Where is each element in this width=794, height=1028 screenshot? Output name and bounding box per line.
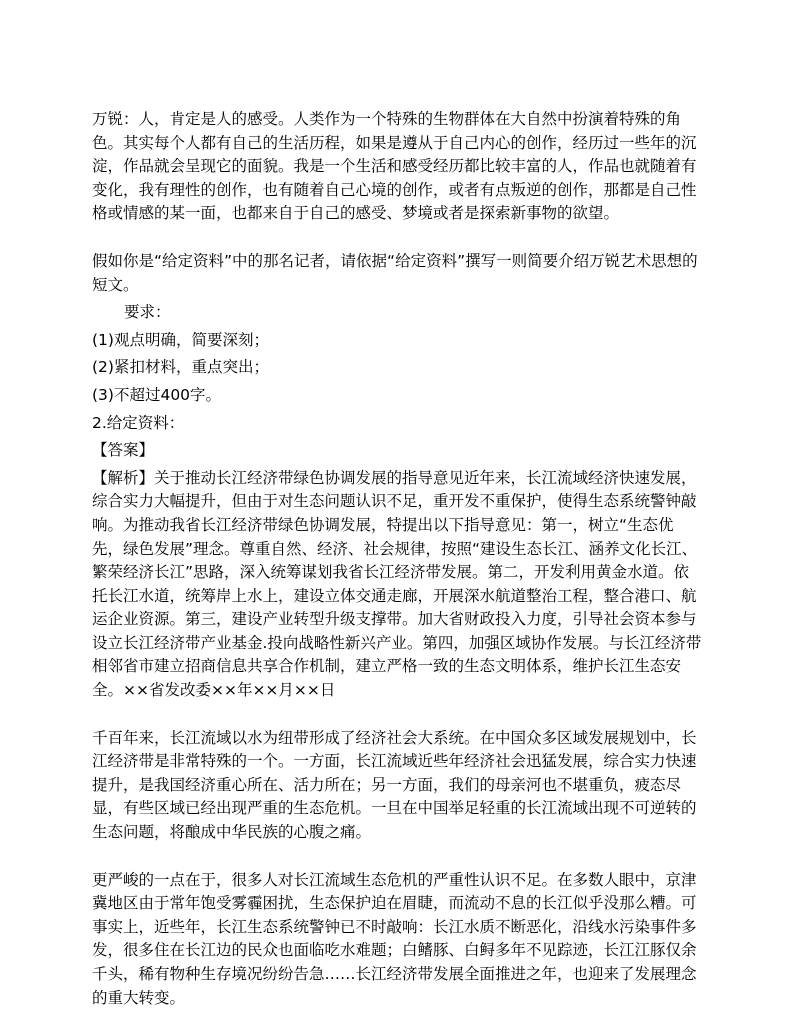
- requirement-2: (2)紧扣材料，重点突出；: [92, 358, 269, 377]
- analysis-text: 关于推动长江经济带绿色协调发展的指导意见近年来，长江流域经济快速发展，综合实力大幅提升，但由于对生态问题认识不足，重开发不重保护，使得生态系统警钟敲响。为推动我省长江经济带绿色协调发展，特提出以下指导意见：第一，树立“生态优先，绿色发展”理念。尊重自然、经济、社会规律，按照“建设生态长江、涵养文化长江、繁荣经济长江”思路，深入统筹谋划我省长江经济带发展。第二，开发利用黄金水道。依托长江水道，统筹岸上水上，建设立体交通走廊，开展深水航道整治工程，整合港口、航运企业资源。第三，建设产业转型升级支撑带。加大省财政投入力度，引导社会资本参与设立长江经济带产业基金.投向战略性新兴产业。第四，加强区域协作发展。与长江经济带相邻省市建立招商信息共享合作机制，建立严格一致的生态文明体系，维护长江生态安全。××省发改委××年××月××日: [92, 468, 702, 700]
- analysis-label: 【解析】: [92, 468, 155, 487]
- question-prompt: 假如你是“给定资料”中的那名记者，请依据“给定资料”撰写一则简要介绍万锐艺术思想的短文。: [92, 251, 698, 294]
- interview-paragraph: 万锐：人，肯定是人的感受。人类作为一个特殊的生物群体在大自然中扮演着特殊的角色。其实每个人都有自己的生活历程，如果是遵从于自己内心的创作，经历过一些年的沉淀，作品就会呈现它的面貌。我是一个生活和感受经历都比较丰富的人，作品也就随着有变化，我有理性的创作，也有随着自己心境的创作，或者有点叛逆的创作，那都是自己性格或情感的某一面，也都来自于自己的感受、梦境或者是探索新事物的欲望。: [92, 110, 697, 223]
- requirement-3: (3)不超过400字。: [92, 385, 222, 404]
- material-paragraph-1: 千百年来，长江流域以水为纽带形成了经济社会大系统。在中国众多区域发展规划中，长江经济带是非常特殊的一个。一方面，长江流域近些年经济社会迅猛发展，综合实力快速提升，是我国经济重心所在、活力所在；另一方面，我们的母亲河也不堪重负，疲态尽显，有些区域已经出现严重的生态危机。一旦在中国举足轻重的长江流域出现不可逆转的生态问题，将酿成中华民族的心腹之痛。: [92, 728, 697, 842]
- document-page: [92, 108, 704, 1010]
- requirements-label: 要求：: [124, 303, 171, 322]
- item-2-heading: 2.给定资料：: [92, 413, 185, 432]
- answer-label: 【答案】: [92, 441, 155, 460]
- requirement-1: (1)观点明确，简要深刻；: [92, 330, 269, 349]
- material-paragraph-2: 更严峻的一点在于，很多人对长江流域生态危机的严重性认识不足。在多数人眼中，京津冀地区由于常年饱受雾霾困扰，生态保护迫在眉睫，而流动不息的长江似乎没那么糟。可事实上，近些年，长江生态系统警钟已不时敲响：长江水质不断恶化，沿线水污染事件多发，很多住在长江边的民众也面临吃水难题；白鳍豚、白鲟多年不见踪迹，长江江豚仅余千头，稀有物种生存境况纷纷告急……长江经济带发展全面推进之年，也迎来了发展理念的重大转变。: [92, 870, 697, 1007]
- analysis-paragraph: [92, 467, 704, 703]
